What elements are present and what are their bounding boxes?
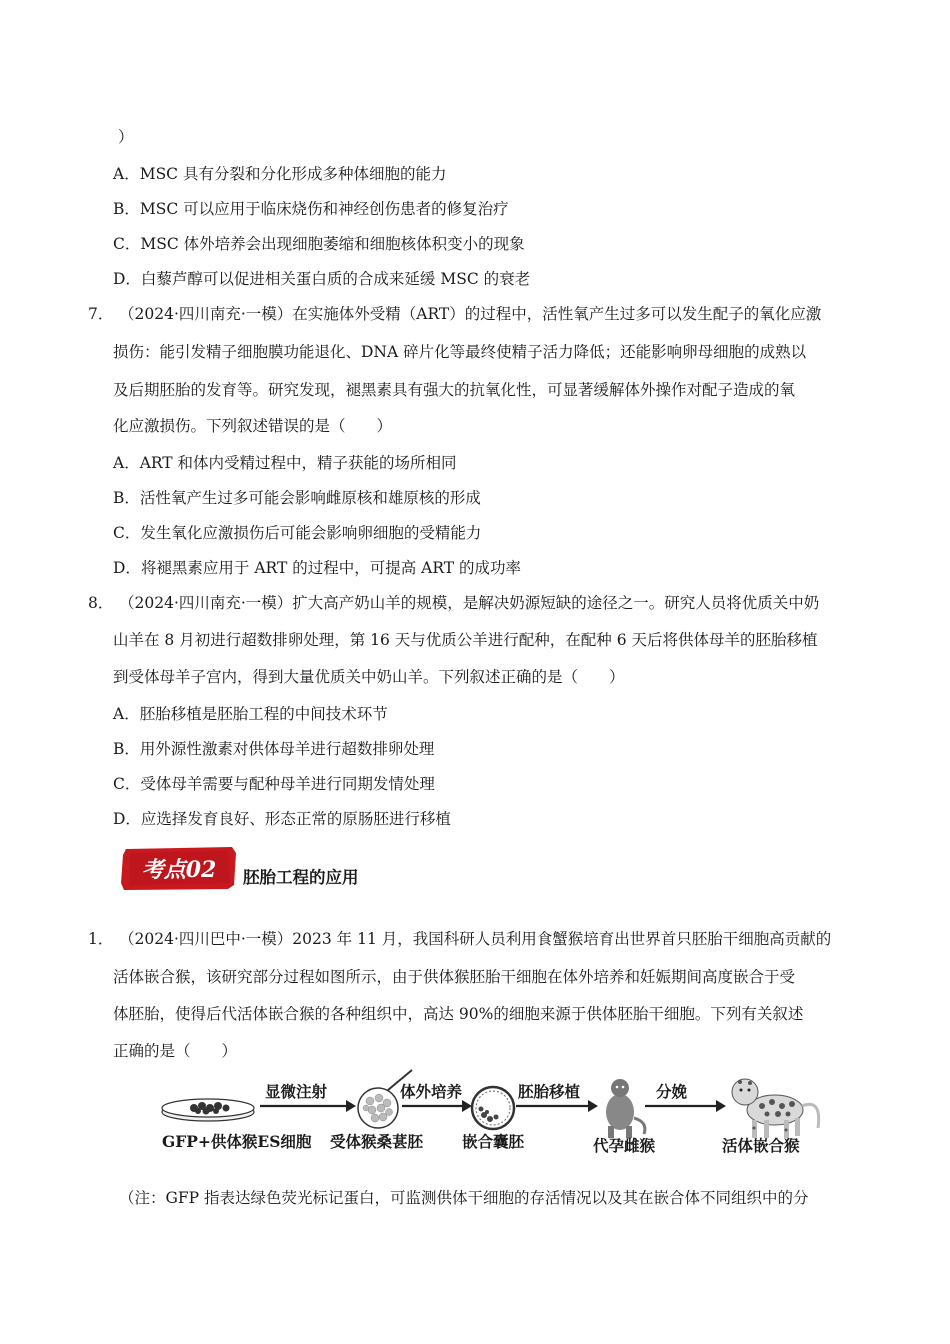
- q1-stem-line-2: 活体嵌合猴，该研究部分过程如图所示，由于供体猴胚胎干细胞在体外培养和妊娠期间高度嵌合于受: [113, 968, 796, 986]
- q6-option-b: B．MSC 可以应用于临床烧伤和神经创伤患者的修复治疗: [113, 200, 509, 218]
- q1-stem-line-1: （2024·四川巴中·一模）2023 年 11 月，我国科研人员利用食蟹猴培育出世界首只胚胎干细胞高贡献的: [119, 930, 832, 948]
- q1-number: 1．: [88, 930, 114, 948]
- step-label-in-vitro-culture: 体外培养: [400, 1082, 463, 1101]
- q7-option-d: D．将褪黑素应用于 ART 的过程中，可提高 ART 的成功率: [113, 559, 521, 577]
- step-label-delivery: 分娩: [656, 1082, 688, 1101]
- q8-option-b: B．用外源性激素对供体母羊进行超数排卵处理: [113, 740, 435, 758]
- label-live-chimera: 活体嵌合猴: [722, 1136, 800, 1155]
- q8-option-a: A．胚胎移植是胚胎工程的中间技术环节: [113, 705, 388, 723]
- q8-stem-line-3: 到受体母羊子宫内，得到大量优质关中奶山羊。下列叙述正确的是（ ）: [113, 668, 625, 686]
- q6-option-d: D．白藜芦醇可以促进相关蛋白质的合成来延缓 MSC 的衰老: [113, 270, 531, 288]
- q7-stem-line-2: 损伤：能引发精子细胞膜功能退化、DNA 碎片化等最终使精子活力降低；还能影响卵母细胞的成熟以: [113, 343, 807, 361]
- q1-stem-line-3: 体胚胎，使得后代活体嵌合猴的各种组织中，高达 90%的细胞来源于供体胚胎干细胞。下列有关叙述: [113, 1005, 804, 1023]
- label-gfp-es-cells: GFP+供体猴ES细胞: [162, 1132, 312, 1151]
- q7-stem-line-1: （2024·四川南充·一模）在实施体外受精（ART）的过程中，活性氧产生过多可以发生配子的氧化应激: [119, 305, 822, 323]
- q6-option-c: C．MSC 体外培养会出现细胞萎缩和细胞核体积变小的现象: [113, 235, 525, 253]
- q7-stem-line-4: 化应激损伤。下列叙述错误的是（ ）: [113, 417, 393, 435]
- chimera-process-diagram: [150, 1068, 830, 1163]
- q7-number: 7．: [88, 305, 114, 323]
- q8-option-c: C．受体母羊需要与配种母羊进行同期发情处理: [113, 775, 435, 793]
- question-6-paren: ）: [118, 128, 134, 146]
- step-label-microinjection: 显微注射: [265, 1082, 328, 1101]
- label-chimeric-blastocyst: 嵌合囊胚: [462, 1132, 525, 1151]
- section-badge: [120, 845, 238, 891]
- q1-note: （注：GFP 指表达绿色荧光标记蛋白，可监测供体干细胞的存活情况以及其在嵌合体不同组织中的分: [119, 1189, 809, 1207]
- step-label-embryo-transfer: 胚胎移植: [518, 1082, 581, 1101]
- q8-stem-line-1: （2024·四川南充·一模）扩大高产奶山羊的规模，是解决奶源短缺的途径之一。研究人员将优质关中奶: [119, 594, 820, 612]
- blastocyst-icon: [472, 1087, 514, 1129]
- label-recipient-morula: 受体猴桑葚胚: [330, 1132, 424, 1151]
- section-title: 胚胎工程的应用: [243, 868, 359, 887]
- q1-stem-line-4: 正确的是（ ）: [113, 1042, 238, 1060]
- section-badge-text: 考点02: [141, 857, 217, 883]
- label-surrogate-monkey: 代孕雌猴: [593, 1136, 656, 1155]
- q7-option-a: A．ART 和体内受精过程中，精子获能的场所相同: [113, 454, 457, 472]
- q7-option-b: B．活性氧产生过多可能会影响雌原核和雄原核的形成: [113, 489, 481, 507]
- petri-dish-icon: [162, 1099, 254, 1121]
- q7-stem-line-3: 及后期胚胎的发育等。研究发现，褪黑素具有强大的抗氧化性，可显著缓解体外操作对配子造成的氧: [113, 381, 796, 399]
- q8-stem-line-2: 山羊在 8 月初进行超数排卵处理，第 16 天与优质公羊进行配种，在配种 6 天后将供体母羊的胚胎移植: [113, 631, 818, 649]
- surrogate-monkey-icon: [606, 1079, 645, 1138]
- q8-option-d: D．应选择发育良好、形态正常的原肠胚进行移植: [113, 810, 451, 828]
- chimera-monkey-icon: [732, 1079, 819, 1138]
- q8-number: 8．: [88, 594, 114, 612]
- q6-option-a: A．MSC 具有分裂和分化形成多种体细胞的能力: [113, 165, 447, 183]
- q7-option-c: C．发生氧化应激损伤后可能会影响卵细胞的受精能力: [113, 524, 482, 542]
